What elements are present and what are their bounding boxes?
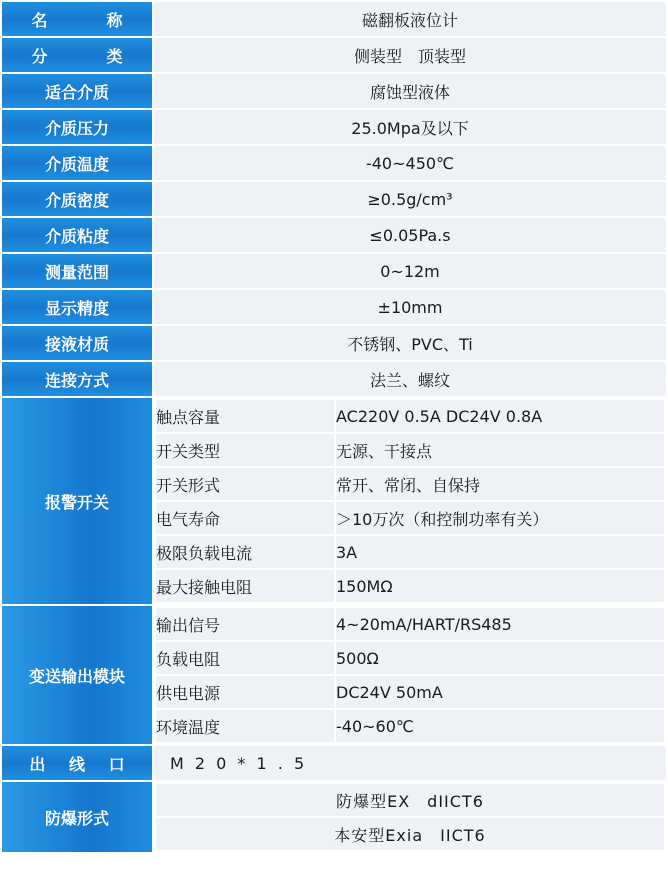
table-row	[2, 182, 666, 216]
table-row	[2, 146, 666, 180]
row-label-text: 显示精度	[44, 298, 109, 318]
table-body	[2, 2, 666, 852]
row-value-pressure: 25.0Mpa及以下	[154, 110, 666, 144]
row-value-range: 0~12m	[154, 254, 666, 288]
alarm-row-value: 3A	[336, 536, 664, 568]
row-label-text: 适合介质	[44, 82, 109, 102]
table-row	[156, 608, 664, 640]
group-label-explosion-proof	[2, 782, 152, 852]
row-label-wetted-material	[2, 326, 152, 360]
row-label-text: 出 线 口	[29, 754, 134, 774]
group-label-text: 防爆形式	[44, 808, 109, 828]
transmitter-row-name: 负载电阻	[156, 642, 334, 674]
row-value-medium: 腐蚀型液体	[154, 74, 666, 108]
alarm-row-name: 最大接触电阻	[156, 570, 334, 602]
row-label-text: 名 称	[31, 10, 132, 30]
group-body-transmitter-module	[154, 606, 666, 744]
row-label-medium	[2, 74, 152, 108]
explosion-proof-table	[154, 782, 666, 852]
row-value-outlet: M 2 0 * 1 . 5	[154, 746, 666, 780]
row-label-text: 测量范围	[44, 262, 109, 282]
row-value-accuracy: ±10mm	[154, 290, 666, 324]
row-label-outlet	[2, 746, 152, 780]
alarm-row-name: 极限负载电流	[156, 536, 334, 568]
alarm-row-name: 开关类型	[156, 434, 334, 466]
alarm-row-name: 开关形式	[156, 468, 334, 500]
transmitter-row-name: 供电电源	[156, 676, 334, 708]
row-label-connection	[2, 362, 152, 396]
table-row	[156, 468, 664, 500]
row-value-category: 侧装型 顶装型	[154, 38, 666, 72]
table-row	[156, 570, 664, 602]
group-label-transmitter-module	[2, 606, 152, 744]
table-row	[2, 326, 666, 360]
row-value-temperature: -40~450℃	[154, 146, 666, 180]
transmitter-row-name: 环境温度	[156, 710, 334, 742]
table-row	[156, 818, 664, 850]
row-label-text: 介质密度	[44, 190, 109, 210]
alarm-row-value: 150MΩ	[336, 570, 664, 602]
group-label-alarm-switch	[2, 398, 152, 604]
row-label-text: 连接方式	[44, 370, 109, 390]
alarm-row-value: ＞10万次（和控制功率有关）	[336, 502, 664, 534]
table-row	[156, 642, 664, 674]
row-label-temperature	[2, 146, 152, 180]
table-row	[2, 254, 666, 288]
row-value-viscosity: ≤0.05Pa.s	[154, 218, 666, 252]
table-row	[156, 434, 664, 466]
alarm-row-value: 无源、干接点	[336, 434, 664, 466]
table-row-group-explosion	[2, 782, 666, 852]
table-row	[156, 536, 664, 568]
transmitter-module-table	[154, 606, 666, 744]
table-row-group-transmitter	[2, 606, 666, 744]
table-row	[156, 676, 664, 708]
row-label-range	[2, 254, 152, 288]
table-row-group-alarm	[2, 398, 666, 604]
row-label-text: 接液材质	[44, 334, 109, 354]
transmitter-row-value: DC24V 50mA	[336, 676, 664, 708]
row-label-name	[2, 2, 152, 36]
transmitter-row-value: -40~60℃	[336, 710, 664, 742]
table-row	[156, 502, 664, 534]
alarm-row-name: 触点容量	[156, 400, 334, 432]
row-label-pressure	[2, 110, 152, 144]
table-row	[2, 38, 666, 72]
row-label-accuracy	[2, 290, 152, 324]
group-body-explosion-proof	[154, 782, 666, 852]
row-label-text: 介质温度	[44, 154, 109, 174]
table-row	[2, 746, 666, 780]
explosion-row-value: 防爆型EX dIICT6	[156, 784, 664, 816]
group-label-text: 变送输出模块	[28, 666, 125, 686]
table-row	[2, 110, 666, 144]
explosion-row-value: 本安型Exia IICT6	[156, 818, 664, 850]
alarm-row-name: 电气寿命	[156, 502, 334, 534]
transmitter-row-value: 4~20mA/HART/RS485	[336, 608, 664, 640]
row-label-category	[2, 38, 152, 72]
table-row	[2, 362, 666, 396]
row-value-wetted-material: 不锈钢、PVC、Ti	[154, 326, 666, 360]
table-row	[2, 290, 666, 324]
table-row	[2, 218, 666, 252]
group-body-alarm-switch	[154, 398, 666, 604]
row-label-density	[2, 182, 152, 216]
group-label-text: 报警开关	[44, 492, 109, 512]
row-value-name: 磁翻板液位计	[154, 2, 666, 36]
transmitter-row-name: 输出信号	[156, 608, 334, 640]
row-value-connection: 法兰、螺纹	[154, 362, 666, 396]
table-row	[156, 400, 664, 432]
table-row	[156, 784, 664, 816]
row-label-text: 分 类	[31, 46, 132, 66]
table-row	[2, 2, 666, 36]
table-row	[156, 710, 664, 742]
alarm-row-value: AC220V 0.5A DC24V 0.8A	[336, 400, 664, 432]
row-label-text: 介质粘度	[44, 226, 109, 246]
alarm-row-value: 常开、常闭、自保持	[336, 468, 664, 500]
row-label-viscosity	[2, 218, 152, 252]
table-row	[2, 74, 666, 108]
alarm-switch-table	[154, 398, 666, 604]
transmitter-row-value: 500Ω	[336, 642, 664, 674]
row-value-density: ≥0.5g/cm³	[154, 182, 666, 216]
row-label-text: 介质压力	[44, 118, 109, 138]
